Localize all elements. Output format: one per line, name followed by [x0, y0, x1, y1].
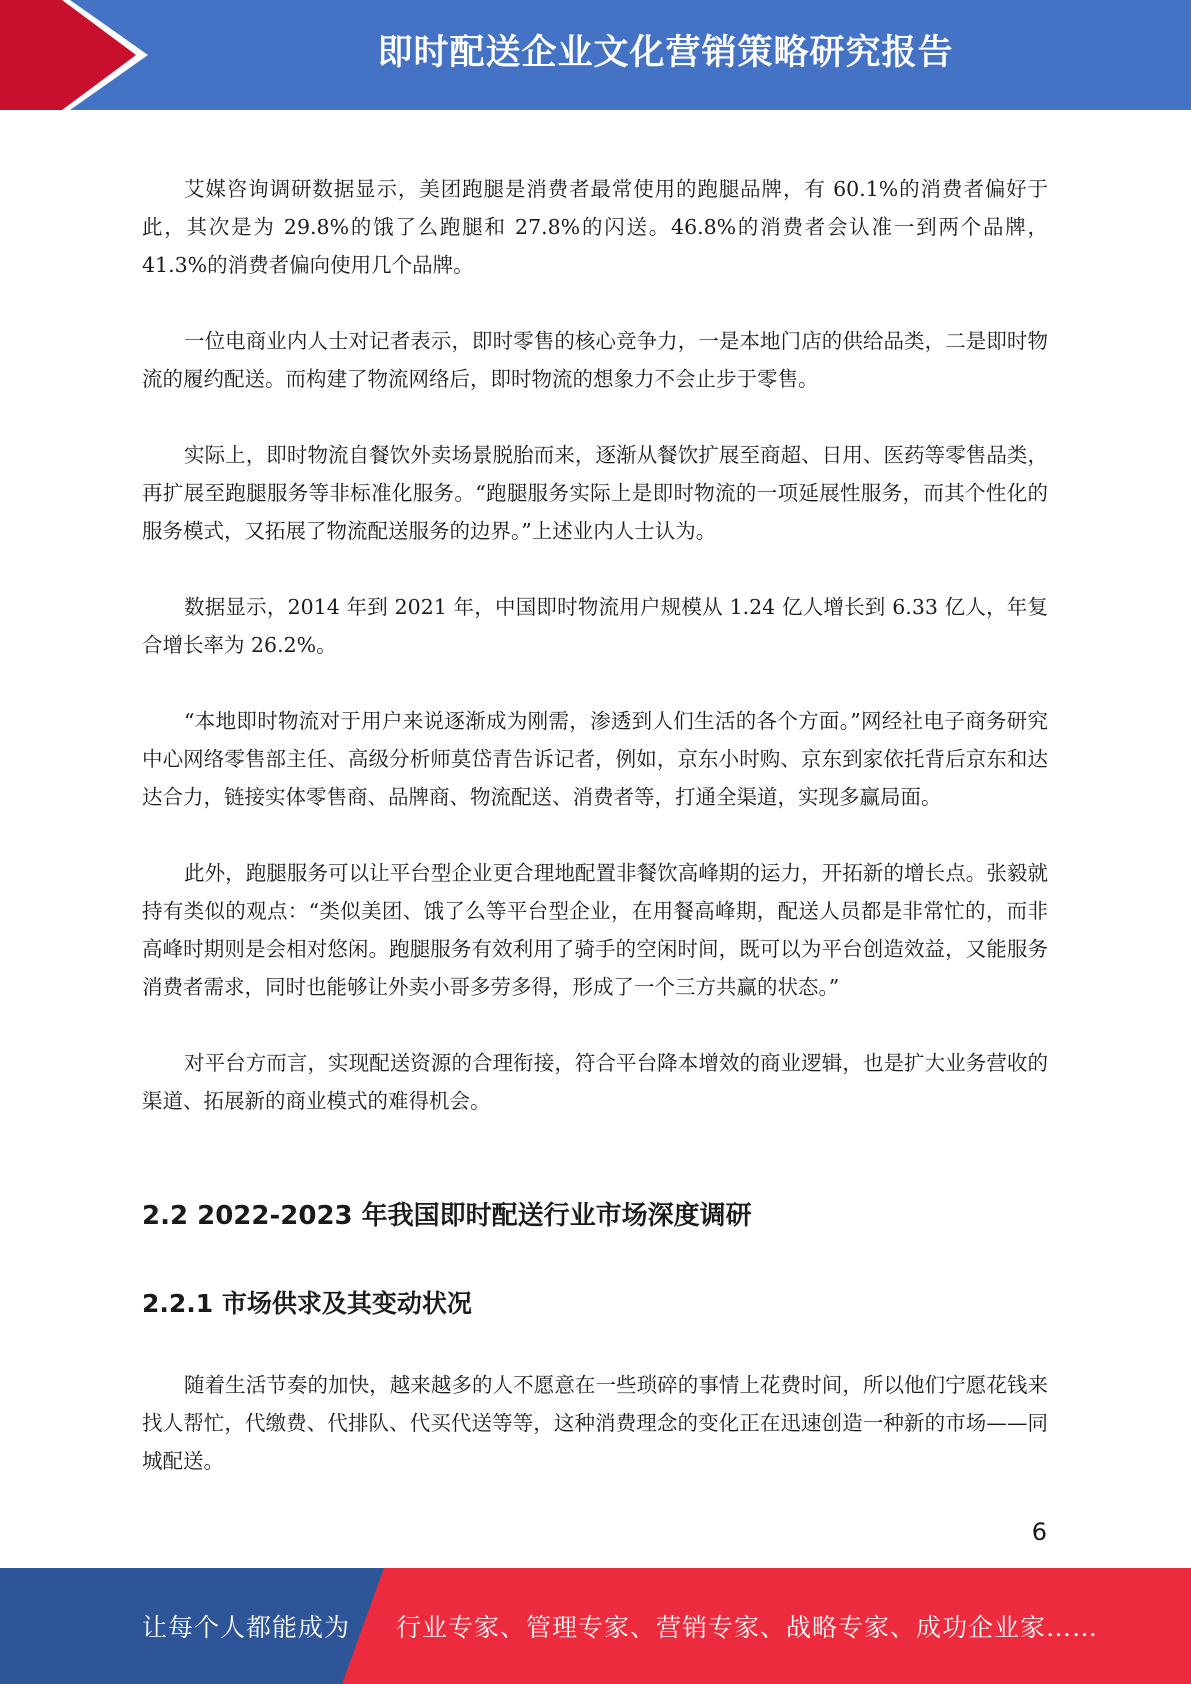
paragraph-same-city-delivery: 随着生活节奏的加快，越来越多的人不愿意在一些琐碎的事情上花费时间，所以他们宁愿花钱来找人帮忙，代缴费、代排队、代买代送等等，这种消费理念的变化正在迅速创造一种新的市场——同城配送。: [142, 1373, 1048, 1473]
header-chevron-icon: [0, 0, 160, 110]
header-title: 即时配送企业文化营销策略研究报告: [377, 33, 954, 73]
paragraph-user-scale: 数据显示，2014 年到 2021 年，中国即时物流用户规模从 1.24 亿人增长到 6.33 亿人，年复合增长率为 26.2%。: [142, 595, 1048, 657]
page-footer: [0, 1568, 1191, 1684]
section-heading: 2.2 2022-2023 年我国即时配送行业市场深度调研: [142, 1201, 752, 1231]
document-body: [142, 170, 1048, 1518]
footer-slogan-right: 行业专家、管理专家、营销专家、战略专家、成功企业家……: [396, 1613, 1099, 1642]
paragraph-logistics-origin: 实际上，即时物流自餐饮外卖场景脱胎而来，逐渐从餐饮扩展至商超、日用、医药等零售品类，再扩展至跑腿服务等非标准化服务。“跑腿服务实际上是即时物流的一项延展性服务，而其个性化的服务模式，又拓展了物流配送服务的边界。”上述业内人士认为。: [142, 443, 1048, 543]
page-header: [0, 0, 1191, 110]
paragraph-local-logistics: “本地即时物流对于用户来说逐渐成为刚需，渗透到人们生活的各个方面。”网经社电子商务研究中心网络零售部主任、高级分析师莫岱青告诉记者，例如，京东小时购、京东到家依托背后京东和达达合力，链接实体零售商、品牌商、物流配送、消费者等，打通全渠道，实现多赢局面。: [142, 709, 1048, 809]
paragraph-market-share: 艾媒咨询调研数据显示，美团跑腿是消费者最常使用的跑腿品牌，有 60.1%的消费者偏好于此，其次是为 29.8%的饿了么跑腿和 27.8%的闪送。46.8%的消费者会认准一到两个品牌，41.3%的消费者偏向使用几个品牌。: [142, 177, 1048, 277]
subsection-heading: 2.2.1 市场供求及其变动状况: [142, 1289, 472, 1318]
paragraph-errand-service: 此外，跑腿服务可以让平台型企业更合理地配置非餐饮高峰期的运力，开拓新的增长点。张毅就持有类似的观点：“类似美团、饿了么等平台型企业，在用餐高峰期，配送人员都是非常忙的，而非高峰时期则是会相对悠闲。跑腿服务有效利用了骑手的空闲时间，既可以为平台创造效益，又能服务消费者需求，同时也能够让外卖小哥多劳多得，形成了一个三方共赢的状态。”: [142, 861, 1048, 999]
footer-slogan-left: 让每个人都能成为: [142, 1613, 351, 1642]
paragraph-instant-retail: 一位电商业内人士对记者表示，即时零售的核心竞争力，一是本地门店的供给品类，二是即时物流的履约配送。而构建了物流网络后，即时物流的想象力不会止步于零售。: [142, 329, 1048, 391]
page-number: 6: [1031, 1518, 1047, 1546]
paragraph-platform-view: 对平台方而言，实现配送资源的合理衔接，符合平台降本增效的商业逻辑，也是扩大业务营收的渠道、拓展新的商业模式的难得机会。: [142, 1051, 1048, 1113]
